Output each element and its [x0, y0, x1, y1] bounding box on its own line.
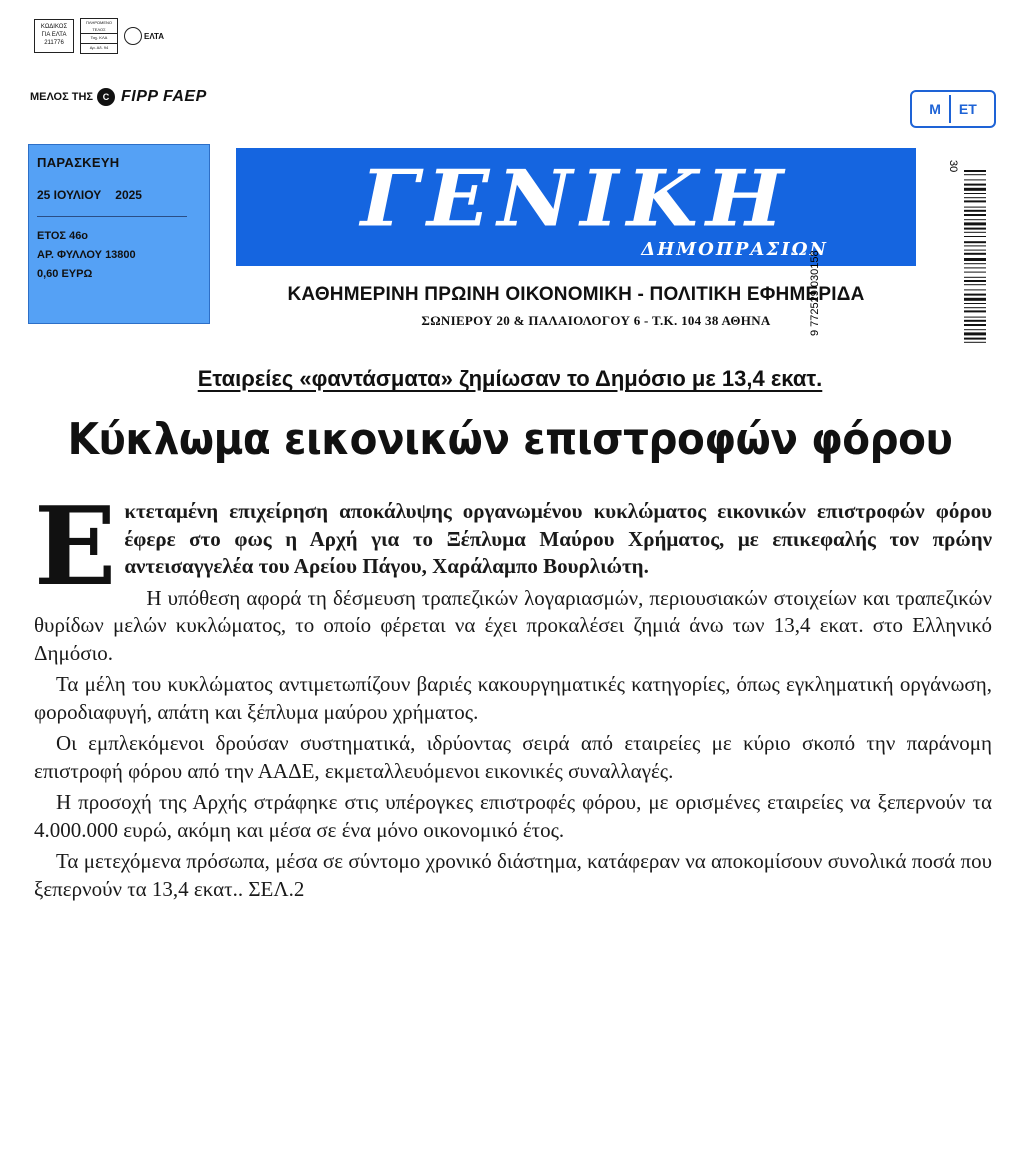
postal-marks: [34, 18, 164, 54]
member-org: FIPP FAEP: [121, 88, 207, 105]
barcode-number: 9 772529 030158: [809, 250, 821, 336]
date-day-month: 25 ΙΟΥΛΙΟΥ: [37, 188, 102, 202]
barcode-bar: [964, 310, 986, 312]
member-line: [30, 88, 207, 106]
newspaper-title: ΓΕΝΙΚΗ: [360, 153, 792, 245]
barcode-bar: [964, 267, 986, 268]
barcode-bar: [964, 280, 986, 282]
postal-code-line: ΚΩΔΙΚΟΣ: [40, 24, 68, 30]
article-kicker: Εταιρείες «φαντάσματα» ζημίωσαν το Δημόσιο με 13,4 εκατ.: [197, 366, 823, 391]
elta-text: ΕΛΤΑ: [144, 31, 165, 41]
masthead: [236, 148, 916, 266]
barcode-bar: [964, 320, 986, 322]
year-of-publication: ΕΤΟΣ 46ο: [37, 230, 89, 242]
lead-text: κτεταμένη επιχείρηση αποκάλυψης οργανωμένου κυκλώματος εικονικών επιστροφών φόρου έφερε στο φως η Αρχή για το Ξέπλυμα Μαύρου Χρήματος, με επικεφαλής τον πρώην αντεισαγγελέα του Αρείου Πάγου, Χαράλαμπο Βουρλιώτη.: [124, 499, 992, 578]
barcode-bar: [964, 197, 986, 198]
barcode-bar: [964, 170, 986, 172]
barcode-bar: [964, 329, 986, 330]
barcode-bar: [964, 342, 986, 343]
barcode-bar: [964, 263, 986, 264]
met-letter: Μ: [929, 101, 941, 117]
barcode-bar: [964, 324, 986, 326]
barcode-bar: [964, 179, 986, 180]
postage-line: Ταχ. ΚΛΑ: [81, 34, 117, 44]
elta-emblem-icon: [124, 27, 142, 45]
barcode-bar: [964, 228, 986, 230]
barcode-bar: [964, 253, 986, 255]
barcode-bar: [964, 193, 986, 194]
price: 0,60 ΕΥΡΩ: [37, 268, 93, 280]
barcode-bar: [964, 258, 986, 261]
article-paragraph: Τα μετεχόμενα πρόσωπα, μέσα σε σύντομο χρονικό διάστημα, κατάφεραν να αποκομίσουν συνολικά ποσά που ξεπερνούν τα 13,4 εκατ.. ΣΕΛ.2: [34, 849, 992, 901]
article-paragraph: Η υπόθεση αφορά τη δέσμευση τραπεζικών λογαριασμών, περιουσιακών στοιχείων και τραπεζικών θυρίδων μελών κυκλώματος, το οποίο φέρεται να έχει προκαλέσει ζημιά άνω των 13,4 εκατ. στο Ελληνικό Δημόσιο.: [34, 585, 992, 665]
postal-code-box: [34, 19, 74, 53]
issue-number: ΑΡ. ΦΥΛΛΟΥ 13800: [37, 249, 136, 261]
barcode-bar: [964, 303, 986, 304]
drop-cap: Ε: [34, 484, 117, 610]
barcode-bar: [964, 277, 986, 278]
postage-line: Αρ. Αδ. 94: [89, 45, 109, 50]
barcode-issue: 30: [947, 160, 959, 173]
barcode-bar: [964, 188, 986, 191]
barcode-bar: [964, 250, 986, 251]
barcode-bar: [964, 332, 986, 335]
article-paragraph: Οι εμπλεκόμενοι δρούσαν συστηματικά, ιδρύοντας σειρά από εταιρείες με κύριο σκοπό την παράνομη επιστροφή φόρου από την ΑΑΔΕ, εκμεταλλευόμενοι εικονικές συναλλαγές.: [34, 731, 992, 783]
barcode-bar: [964, 307, 986, 308]
weekday: ΠΑΡΑΣΚΕΥΗ: [37, 155, 120, 170]
address: ΣΩΝΙΕΡΟΥ 20 & ΠΑΛΑΙΟΛΟΓΟΥ 6 - Τ.Κ. 104 38 ΑΘΗΝΑ: [421, 313, 771, 328]
barcode-bar: [964, 272, 986, 273]
barcode-bar: [964, 236, 986, 237]
barcode-bar: [964, 245, 986, 246]
barcode-bar: [964, 174, 986, 175]
met-divider: [949, 95, 951, 123]
barcode-bar: [964, 232, 986, 233]
barcode-bar: [964, 294, 986, 296]
barcode-bar: [964, 207, 986, 208]
met-letters: ΕΤ: [958, 101, 977, 117]
issue-date: [37, 188, 201, 202]
fipp-emblem-icon: C: [97, 88, 115, 106]
article-paragraph: Τα μέλη του κυκλώματος αντιμετωπίζουν βαριές κακουργηματικές κατηγορίες, όπως εγκληματική οργάνωση, φοροδιαφυγή, απάτη και ξέπλυμα μαύρου χρήματος.: [34, 672, 992, 724]
article-body: [34, 484, 992, 903]
postal-code-line: 211776: [44, 40, 64, 46]
article-headline: Κύκλωμα εικονικών επιστροφών φόρου: [67, 414, 953, 465]
barcode-bar: [964, 317, 986, 318]
date-year: 2025: [115, 188, 142, 202]
barcode-bars: [964, 170, 986, 343]
barcode-bar: [964, 338, 986, 340]
barcode-bar: [964, 210, 986, 212]
barcode: [809, 146, 990, 346]
article-paragraph: Η προσοχή της Αρχής στράφηκε στις υπέρογκες επιστροφές φόρου, με ορισμένες εταιρείες να ξεπερνούν τα 4.000.000 ευρώ, ακόμη και μέσα σε ένα μόνο οικονομικό έτος.: [34, 790, 992, 842]
member-label: ΜΕΛΟΣ ΤΗΣ: [30, 91, 94, 103]
barcode-bar: [964, 241, 986, 243]
postage-paid-box: [80, 18, 118, 54]
barcode-bar: [964, 200, 986, 202]
postage-line: ΠΛΗΡΩΜΕΝΟ ΤΕΛΟΣ: [81, 19, 117, 34]
barcode-bar: [964, 219, 986, 220]
divider: [37, 216, 187, 217]
barcode-bar: [964, 289, 986, 290]
met-badge: [910, 90, 996, 128]
newspaper-subtitle: ΔΗΜΟΠΡΑΣΙΩΝ: [641, 239, 828, 260]
barcode-bar: [964, 284, 986, 285]
barcode-bar: [964, 298, 986, 301]
barcode-bar: [964, 214, 986, 216]
lead-paragraph: [34, 484, 992, 610]
barcode-bar: [964, 222, 986, 225]
date-box: [28, 144, 210, 324]
barcode-bar: [964, 184, 986, 186]
elta-logo: [124, 27, 164, 45]
postal-code-line: ΓΙΑ ΕΛΤΑ: [41, 32, 67, 38]
tagline: ΚΑΘΗΜΕΡΙΝΗ ΠΡΩΙΝΗ ΟΙΚΟΝΟΜΙΚΗ - ΠΟΛΙΤΙΚΗ ΕΦΗΜΕΡΙΔΑ: [287, 284, 865, 305]
